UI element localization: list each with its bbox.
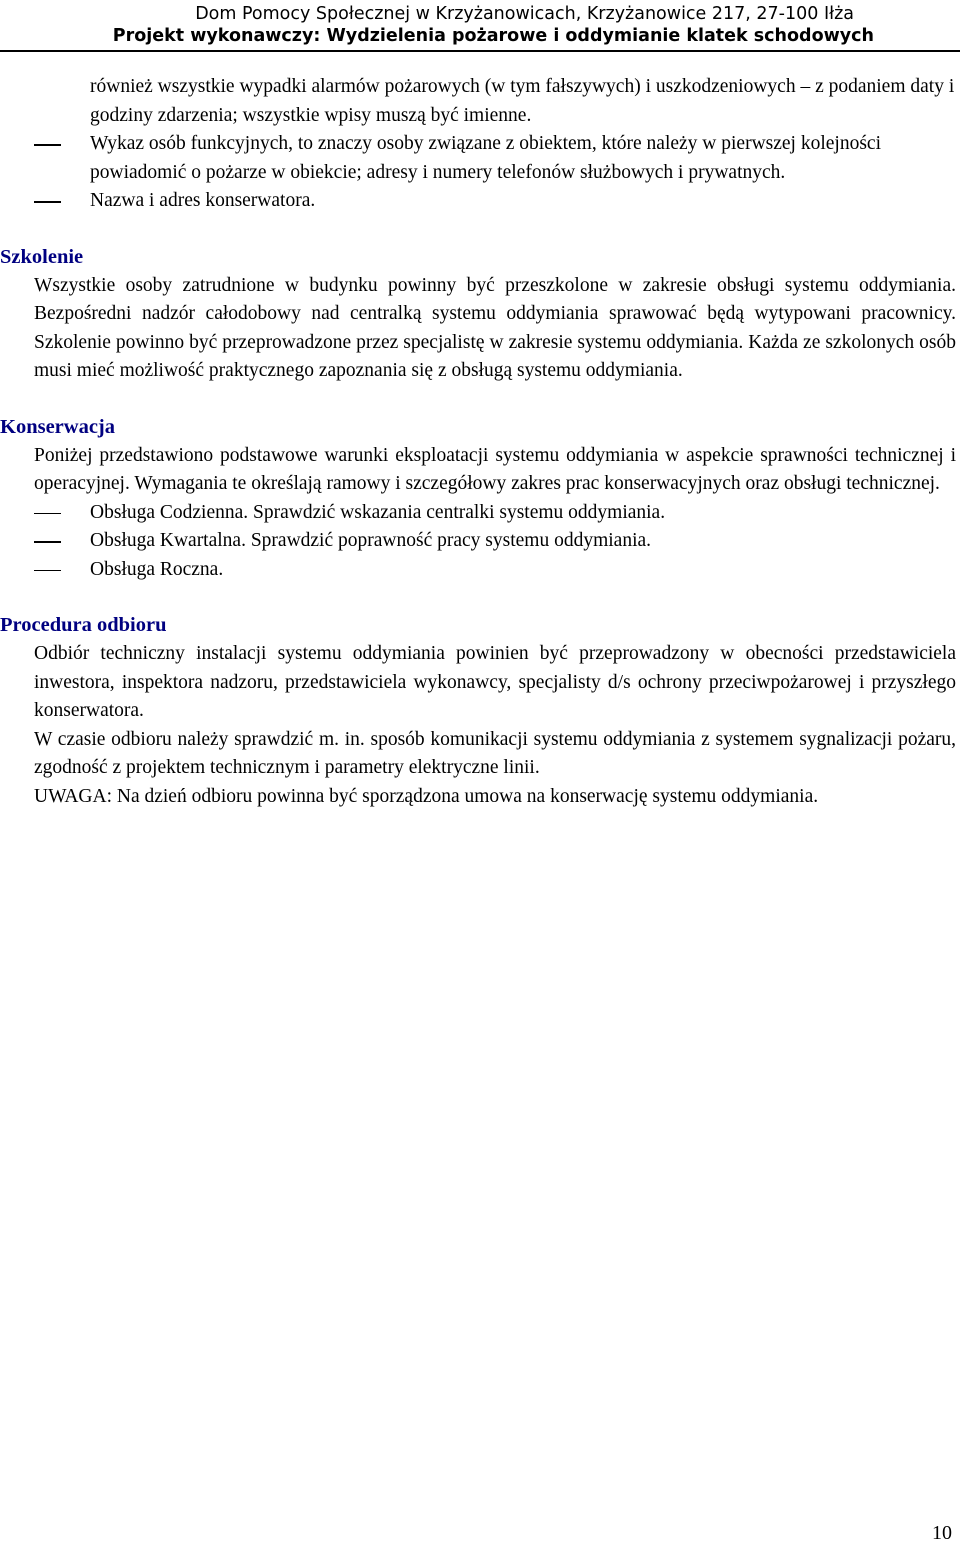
document-body — [0, 73, 956, 811]
section-paragraph: Poniżej przedstawiono podstawowe warunki eksploatacji systemu oddymiania w aspekcie sprawności technicznej i operacyjnej. Wymagania te określają ramowy i szczegółowy zakres prac konserwacyjnych oraz obsługi technicznej. — [34, 444, 956, 494]
dash-bullet-icon — [34, 513, 61, 515]
list-item — [34, 187, 956, 216]
page-number: 10 — [932, 1522, 952, 1544]
continued-list-text: również wszystkie wypadki alarmów pożarowych (w tym fałszywych) i uszkodzeniowych – z podaniem daty i godziny zdarzenia; wszystkie wpisy muszą być imienne. — [90, 76, 955, 126]
section-heading-procedura-odbioru: Procedura odbioru — [0, 614, 167, 636]
list-item — [34, 499, 956, 528]
section-paragraph: W czasie odbioru należy sprawdzić m. in. sposób komunikacji systemu oddymiania z systemem sygnalizacji pożaru, zgodność z projektem technicznym i parametry elektryczne linii. — [34, 728, 956, 778]
dash-bullet-icon — [34, 570, 61, 572]
list-item-text: Wykaz osób funkcyjnych, to znaczy osoby związane z obiektem, które należy w pierwszej kolejności powiadomić o pożarze w obiekcie; adresy i numery telefonów służbowych i prywatnych. — [90, 133, 881, 183]
dash-bullet-icon — [34, 541, 61, 543]
list-item-text: Obsługa Codzienna. Sprawdzić wskazania centralki systemu oddymiania. — [90, 501, 666, 523]
section-heading-szkolenie: Szkolenie — [0, 245, 84, 268]
list-item-text: Obsługa Roczna. — [90, 558, 224, 580]
dash-bullet-icon — [34, 201, 61, 203]
page-header — [0, 0, 960, 52]
section-paragraph: Odbiór techniczny instalacji systemu oddymiania powinien być przeprowadzony w obecności przedstawiciela inwestora, inspektora nadzoru, przedstawiciela wykonawcy, specjalisty d/s ochrony przeciwpożarowej i przyszłego konserwatora. — [34, 643, 956, 721]
section-paragraph: Wszystkie osoby zatrudnione w budynku powinny być przeszkolone w zakresie obsługi systemu oddymiania. Bezpośredni nadzór całodobowy nad centralką systemu oddymiania sprawować będą wytypowani pracownicy. Szkolenie powinno być przeprowadzone przez specjalistę w zakresie systemu oddymiania. Każda ze szkolonych osób musi mieć możliwość praktycznego zapoznania się z obsługą systemu oddymiania. — [34, 274, 956, 381]
dash-bullet-icon — [34, 144, 61, 146]
list-item — [34, 556, 956, 585]
header-institution: Dom Pomocy Społecznej w Krzyżanowicach, Krzyżanowice 217, 27-100 Iłża — [195, 4, 854, 24]
header-project-title: Projekt wykonawczy: Wydzielenia pożarowe i oddymianie klatek schodowych — [112, 26, 874, 46]
warning-paragraph: UWAGA: Na dzień odbioru powinna być sporządzona umowa na konserwację systemu oddymiania. — [34, 785, 819, 807]
section-heading-konserwacja: Konserwacja — [0, 415, 116, 438]
list-item-text: Nazwa i adres konserwatora. — [90, 190, 316, 211]
list-item — [34, 130, 956, 187]
list-item-text: Obsługa Kwartalna. Sprawdzić poprawność pracy systemu oddymiania. — [90, 530, 652, 551]
header-divider — [0, 50, 960, 52]
list-item — [34, 527, 956, 556]
